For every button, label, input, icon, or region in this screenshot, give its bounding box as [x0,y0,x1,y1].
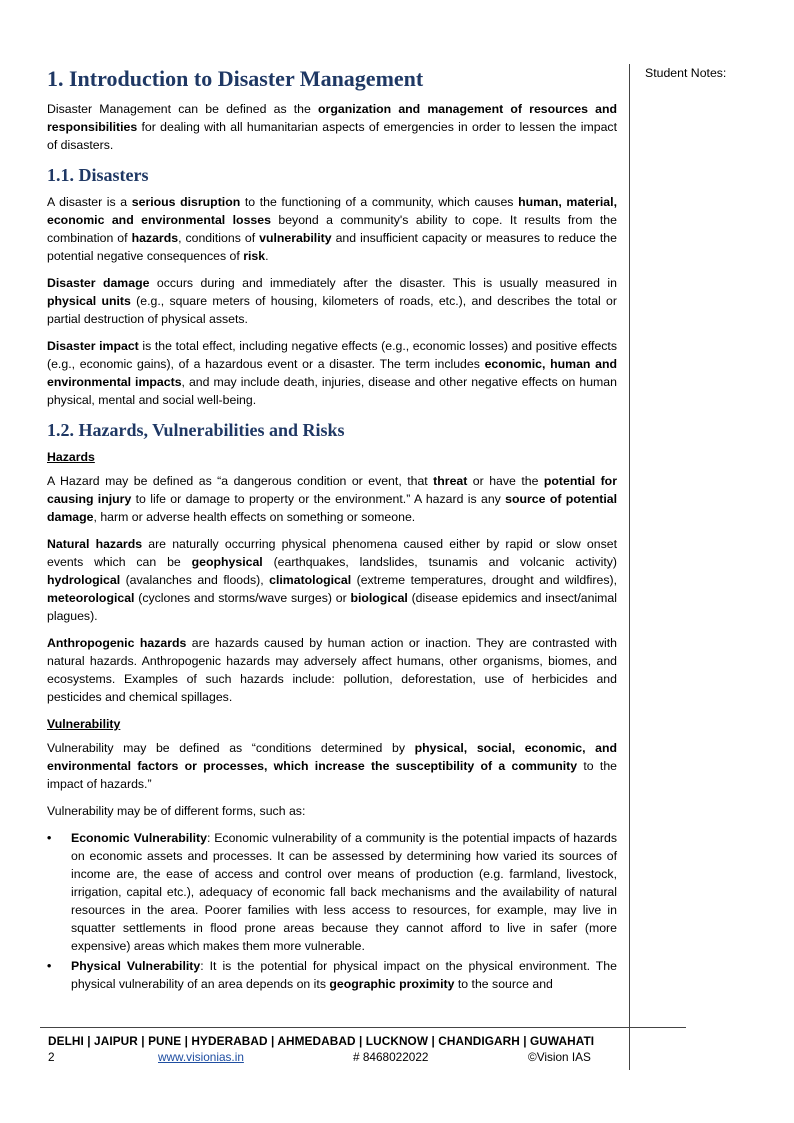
vulnerability-definition-paragraph [47,739,617,793]
disaster-damage-paragraph [47,274,617,328]
anthropogenic-hazards-paragraph [47,634,617,706]
bullet-icon: • [47,831,52,845]
natural-hazards-paragraph [47,535,617,625]
notes-divider [629,64,630,1070]
vulnerability-forms-paragraph [47,802,617,820]
text-run: A disaster is a [47,195,132,209]
physical-vulnerability-text [71,959,617,991]
footer-divider [40,1027,686,1028]
bold-term: risk [243,249,266,263]
bold-term: meteorological [47,591,135,605]
list-item [47,829,617,955]
intro-paragraph [47,100,617,154]
text-run: . [265,249,269,263]
chapter-title: 1. Introduction to Disaster Management [47,66,424,91]
bold-term: climatological [269,573,352,587]
text-run: : It is the potential for physical impact on the physical environment. The physical vulnerability of an area depends on its [71,959,617,991]
bold-term: organization and management of resources and responsibilities [47,102,617,134]
website-link[interactable]: www.visionias.in [158,1050,244,1064]
text-run: occurs during and immediately after the disaster. This is usually measured in [149,276,617,290]
subheading-vulnerability: Vulnerability [47,717,121,731]
bold-term: geographic proximity [329,977,455,991]
text-run: (extreme temperatures, drought and wildfires), [351,573,617,587]
text-run: to the impact of hazards.” [47,759,617,791]
text-run: (cyclones and storms/wave surges) or [134,591,351,605]
footer-cities: DELHI | JAIPUR | PUNE | HYDERABAD | AHMEDABAD | LUCKNOW | CHANDIGARH | GUWAHATI [48,1034,595,1048]
disaster-impact-paragraph [47,337,617,409]
list-item [47,957,617,993]
text-run: , conditions of [178,231,260,245]
bold-term: vulnerability [259,231,332,245]
text-run: or have the [467,474,544,488]
bold-term: physical units [47,294,131,308]
text-run: (e.g., square meters of housing, kilometers of roads, etc.), and describes the total or partial destruction of physical assets. [47,294,617,326]
bold-term: threat [433,474,468,488]
section-heading-hazards-vulnerabilities-risks: 1.2. Hazards, Vulnerabilities and Risks [47,420,345,440]
phone-number: # 8468022022 [353,1050,429,1064]
vulnerability-list [47,829,617,993]
text-run: , harm or adverse health effects on something or someone. [93,510,416,524]
bold-term: hazards [131,231,179,245]
text-run: are hazards caused by human action or inaction. They are contrasted with natural hazards. Anthropogenic hazards may adversely affect humans, other organisms, biomes, and ecosystems. Examples of such hazards include: pollution, deforestation, use of herbicides and pesticides and chemical spillages. [47,636,617,704]
text-run: : Economic vulnerability of a community is the potential impacts of hazards on economic assets and processes. It can be assessed by determining how varied its sources of income are, the ease of access and control over means of production (e.g. farmland, livestock, irrigation, capital etc.), adequacy of economic fall back mechanisms and the availability of natural resources in the area. Poorer families with less access to resources, for example, may live in squatter settlements in flood prone areas because they cannot afford to live in safer (more expensive) areas which makes them more vulnerable. [71,831,617,953]
text-run: Vulnerability may be defined as “conditions determined by [47,741,415,755]
text-run: Vulnerability may be of different forms, such as: [47,804,306,818]
text-run: beyond a community's ability to cope. It results from the combination of [47,213,617,245]
text-run: A Hazard may be defined as “a dangerous condition or event, that [47,474,434,488]
bold-term: biological [350,591,408,605]
bullet-icon: • [47,959,52,973]
bold-term: Natural hazards [47,537,143,551]
economic-vulnerability-text [71,831,617,953]
text-run: (disease epidemics and insect/animal plagues). [47,591,617,623]
page-number: 2 [48,1050,55,1064]
hazard-definition-paragraph [47,472,617,526]
text-run: are naturally occurring physical phenomena caused either by rapid or slow onset events which can be [47,537,617,569]
text-run: is the total effect, including negative effects (e.g., economic losses) and positive effects (e.g., economic gains), of a hazardous event or a disaster. The term includes [47,339,617,371]
subheading-hazards: Hazards [47,450,95,464]
bold-term: physical, social, economic, and environmental factors or processes, which increase the susceptibility of a community [47,741,617,773]
text-run: , and may include death, injuries, disease and other negative effects on human physical, mental and social well-being. [47,375,617,407]
bold-term: hydrological [47,573,121,587]
bold-term: human, material, economic and environmental losses [47,195,617,227]
page-footer [48,1034,628,1068]
bold-term: Disaster damage [47,276,150,290]
bold-term: source of potential damage [47,492,618,524]
text-run: to life or damage to property or the environment.” A hazard is any [131,492,506,506]
disaster-definition-paragraph [47,193,617,265]
text-run: (avalanches and floods), [120,573,270,587]
text-run: Disaster Management can be defined as the [47,102,319,116]
bold-term: Physical Vulnerability [71,959,201,973]
text-run: and insufficient capacity or measures to reduce the potential negative consequences of [47,231,617,263]
copyright: ©Vision IAS [528,1050,591,1064]
bold-term: economic, human and environmental impacts [47,357,617,389]
bold-term: Disaster impact [47,339,139,353]
bold-term: geophysical [191,555,263,569]
text-run: for dealing with all humanitarian aspects of emergencies in order to lessen the impact of disasters. [47,120,617,152]
section-heading-disasters: 1.1. Disasters [47,165,149,185]
text-run: (earthquakes, landslides, tsunamis and volcanic activity) [262,555,617,569]
main-content [47,64,617,995]
bold-term: Anthropogenic hazards [47,636,187,650]
bold-term: potential for causing injury [47,474,617,506]
bold-term: Economic Vulnerability [71,831,207,845]
footer-info-row [48,1050,628,1068]
bold-term: serious disruption [131,195,241,209]
text-run: to the source and [454,977,553,991]
student-notes-label: Student Notes: [645,66,727,80]
text-run: to the functioning of a community, which causes [240,195,519,209]
